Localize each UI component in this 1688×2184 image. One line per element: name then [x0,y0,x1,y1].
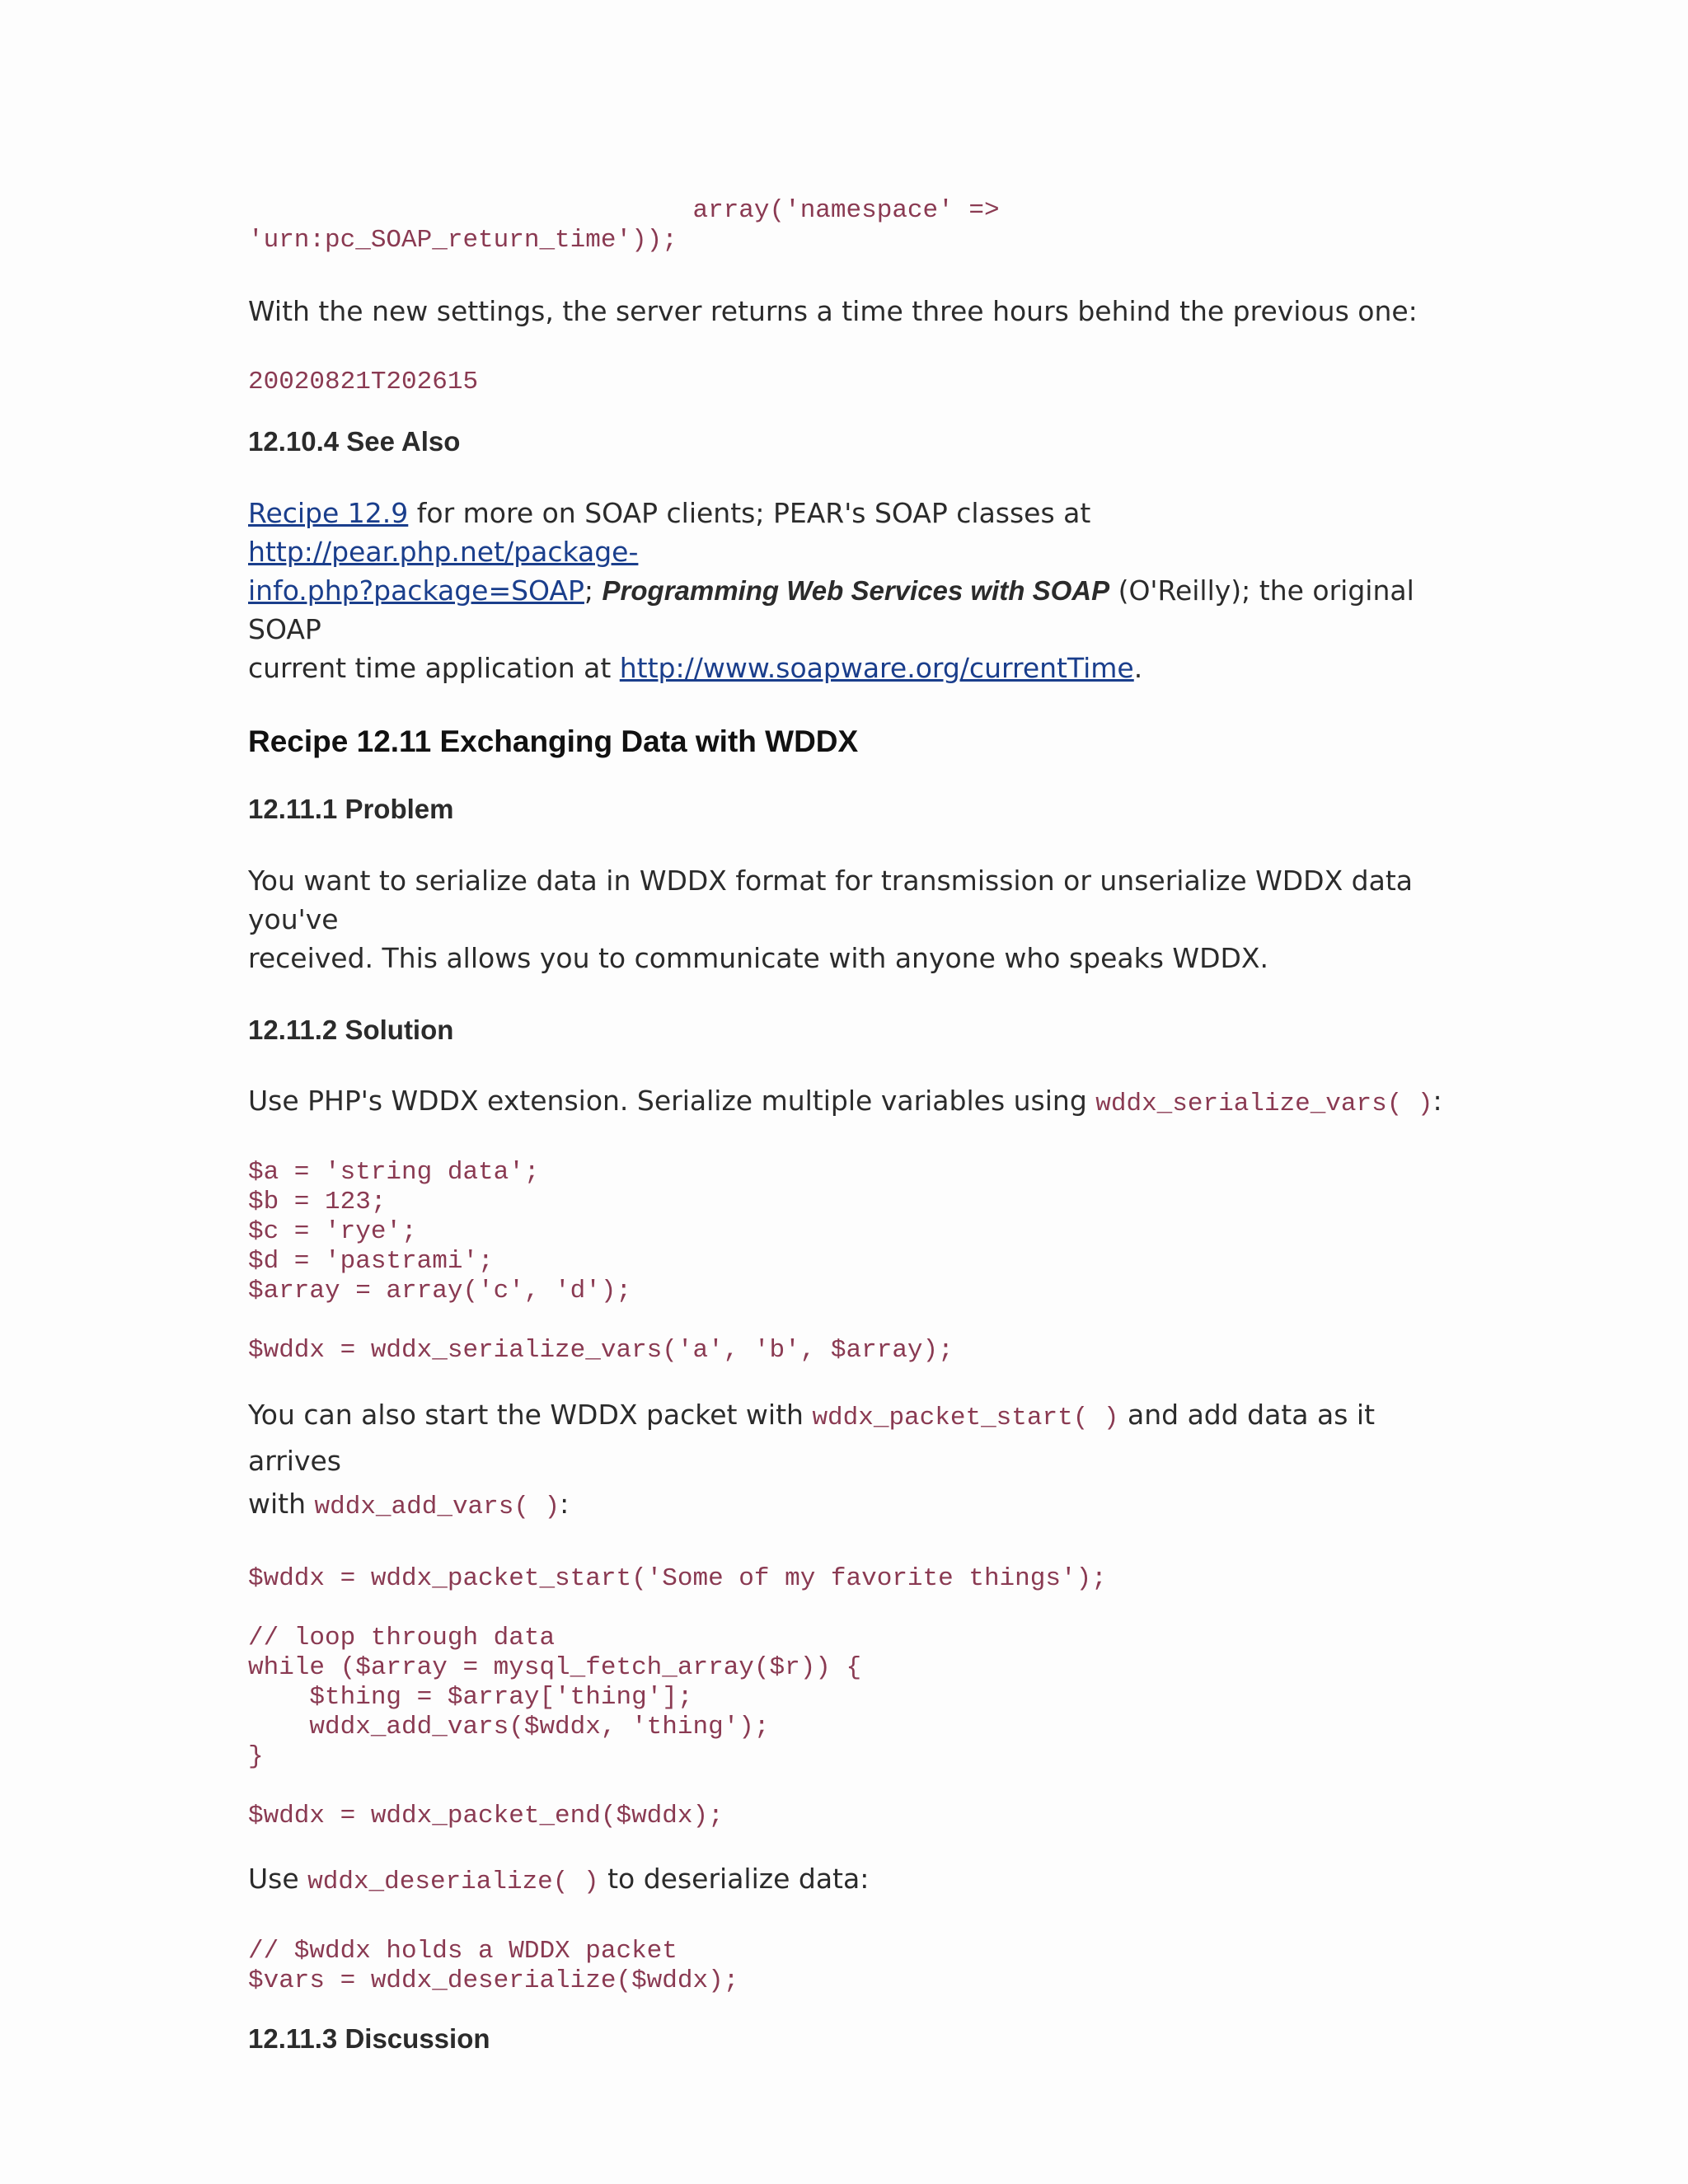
inline-code-wddx-add-vars: wddx_add_vars( ) [314,1493,560,1521]
link-pear-soap-part2[interactable]: info.php?package=SOAP [248,574,584,607]
see-also-text: current time application at [248,652,620,684]
paragraph-see-also [248,494,1451,687]
code-block-serialize: $a = 'string data'; $b = 123; $c = 'rye'; $d = 'pastrami'; $array = array('c', 'd'); $wddx = wddx_serialize_vars('a', 'b', $array); [248,1158,954,1365]
solution-text: Use [248,1863,308,1895]
link-soapware-current-time[interactable]: http://www.soapware.org/currentTime [619,652,1134,684]
solution-text: Use PHP's WDDX extension. Serialize multiple variables using [248,1085,1096,1117]
paragraph-deserialize [248,1859,1451,1901]
paragraph-packet-start [248,1394,1451,1529]
heading-problem: 12.11.1 Problem [248,794,454,824]
book-title: Programming Web Services with SOAP [602,575,1110,606]
heading-solution: 12.11.2 Solution [248,1015,454,1045]
see-also-text: for more on SOAP clients; PEAR's SOAP classes at [408,497,1091,529]
document-page [248,188,1451,2055]
inline-code-wddx-deserialize: wddx_deserialize( ) [307,1868,599,1896]
code-block-namespace [248,196,1451,255]
code-block-packet: $wddx = wddx_packet_start('Some of my favorite things'); // loop through data while ($array = mysql_fetch_array($r)) { $thing = $array['thing']; wddx_add_vars($wddx, 'thing'); } $wddx = wddx_packet_end($wddx); [248,1564,1107,1830]
paragraph-new-settings: With the new settings, the server returns a time three hours behind the previous one: [248,295,1418,327]
solution-text: to deserialize data: [598,1863,870,1895]
solution-text: You can also start the WDDX packet with [248,1399,813,1431]
problem-line: received. This allows you to communicate with anyone who speaks WDDX. [248,942,1268,974]
solution-text: : [560,1488,570,1520]
link-pear-soap-part1[interactable]: http://pear.php.net/package- [248,536,639,568]
see-also-text: ; [584,574,603,607]
see-also-text: . [1133,652,1143,684]
see-also-text: (O'Reilly); the original SOAP [248,574,1414,645]
code-block-deserialize: // $wddx holds a WDDX packet $vars = wddx_deserialize($wddx); [248,1937,739,1995]
solution-text: and add data as it arrives [248,1399,1376,1477]
code-block-time-output: 20020821T202615 [248,368,479,396]
solution-text: : [1432,1085,1442,1117]
heading-recipe-12-11: Recipe 12.11 Exchanging Data with WDDX [248,724,859,758]
inline-code-wddx-serialize-vars: wddx_serialize_vars( ) [1095,1090,1433,1118]
solution-text: with [248,1488,315,1520]
heading-see-also: 12.10.4 See Also [248,426,461,457]
heading-discussion: 12.11.3 Discussion [248,2023,490,2054]
code-line: array('namespace' => [248,196,1000,225]
code-line: 'urn:pc_SOAP_return_time')); [248,226,678,255]
link-recipe-12-9[interactable]: Recipe 12.9 [248,497,409,529]
inline-code-wddx-packet-start: wddx_packet_start( ) [812,1404,1119,1432]
problem-line: You want to serialize data in WDDX format for transmission or unserialize WDDX data you've [248,865,1414,935]
paragraph-solution-intro [248,1081,1451,1123]
paragraph-problem [248,861,1451,977]
